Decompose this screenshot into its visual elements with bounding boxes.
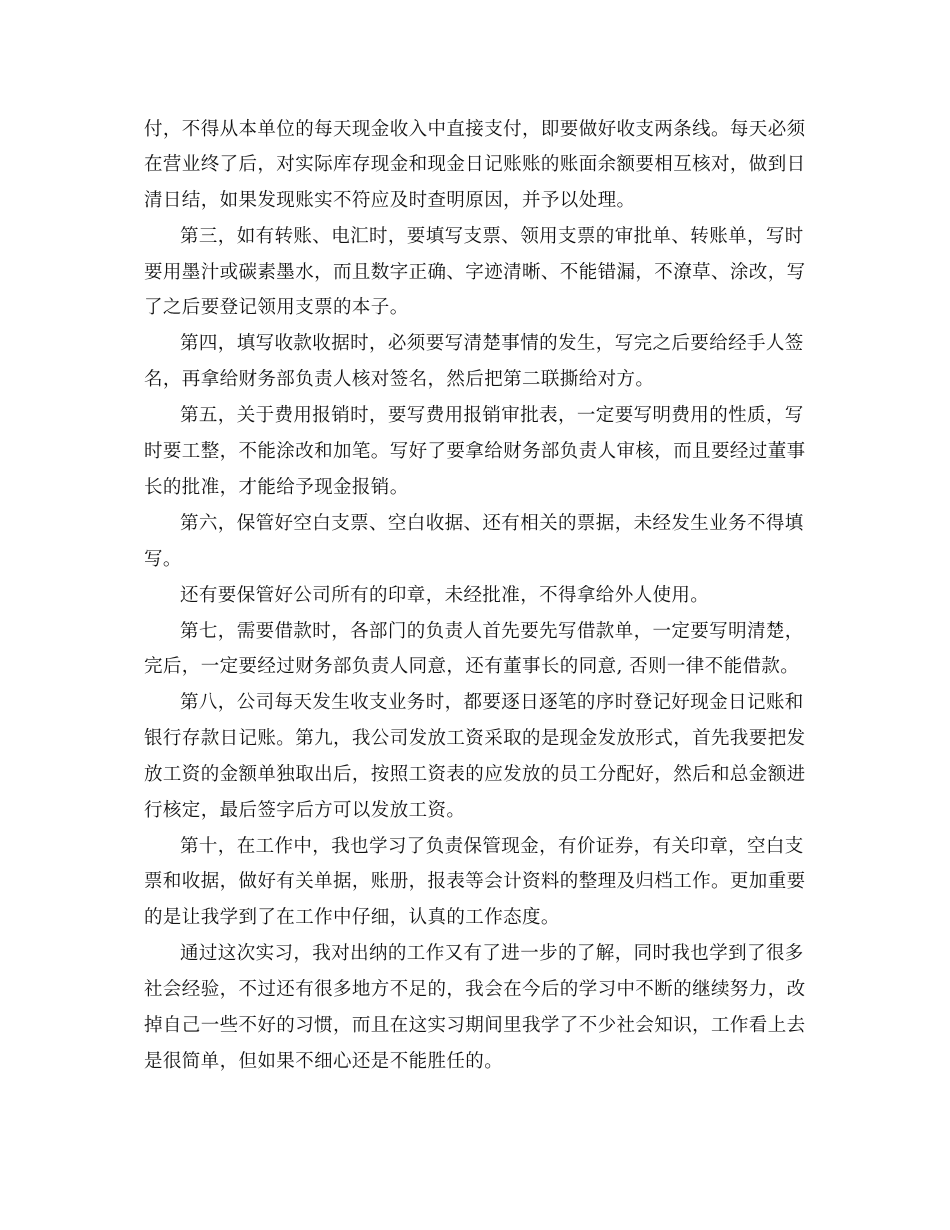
text-line: 写。 — [144, 549, 182, 570]
text-line: 完后，一定要经过财务部负责人同意，还有董事长的同意, 否则一律不能借款。 — [144, 656, 800, 677]
paragraph-start-line: 第八，公司每天发生收支业务时，都要逐日逐笔的序时登记好现金日记账和 — [180, 692, 804, 713]
text-line: 银行存款日记账。第九，我公司发放工资采取的是现金发放形式，首先我要把发 — [144, 728, 806, 749]
paragraph-start-line: 还有要保管好公司所有的印章，未经批准，不得拿给外人使用。 — [180, 585, 710, 606]
text-line: 的是让我学到了在工作中仔细，认真的工作态度。 — [144, 907, 560, 928]
text-line: 付，不得从本单位的每天现金收入中直接支付，即要做好收支两条线。每天必须 — [144, 119, 806, 140]
text-line: 在营业终了后，对实际库存现金和现金日记账账的账面余额要相互核对，做到日 — [144, 154, 806, 175]
text-line: 了之后要登记领用支票的本子。 — [144, 297, 409, 318]
paragraph-start-line: 通过这次实习，我对出纳的工作又有了进一步的了解，同时我也学到了很多 — [180, 943, 804, 964]
text-line: 清日结，如果发现账实不符应及时查明原因，并予以处理。 — [144, 190, 636, 211]
text-line: 掉自己一些不好的习惯，而且在这实习期间里我学了不少社会知识，工作看上去 — [144, 1015, 806, 1036]
text-line: 要用墨汁或碳素墨水，而且数字正确、字迹清晰、不能错漏，不潦草、涂改，写 — [144, 262, 806, 283]
paragraph-start-line: 第六，保管好空白支票、空白收据、还有相关的票据，未经发生业务不得填 — [180, 513, 804, 534]
paragraph-start-line: 第三，如有转账、电汇时，要填写支票、领用支票的审批单、转账单，写时 — [180, 226, 804, 247]
text-line: 放工资的金额单独取出后，按照工资表的应发放的员工分配好，然后和总金额进 — [144, 764, 806, 785]
paragraph-start-line: 第五，关于费用报销时，要写费用报销审批表，一定要写明费用的性质，写 — [180, 405, 804, 426]
text-line: 长的批准，才能给予现金报销。 — [144, 477, 409, 498]
text-line: 是很简单，但如果不细心还是不能胜任的。 — [144, 1051, 504, 1072]
paragraph-start-line: 第十，在工作中，我也学习了负责保管现金，有价证券，有关印章，空白支 — [180, 836, 804, 857]
text-line: 社会经验，不过还有很多地方不足的，我会在今后的学习中不断的继续努力，改 — [144, 979, 806, 1000]
text-line: 名，再拿给财务部负责人核对签名，然后把第二联撕给对方。 — [144, 369, 655, 390]
text-line: 时要工整，不能涂改和加笔。写好了要拿给财务部负责人审核，而且要经过董事 — [144, 441, 806, 462]
paragraph-start-line: 第七，需要借款时，各部门的负责人首先要先写借款单，一定要写明清楚， — [180, 621, 804, 642]
text-line: 票和收据，做好有关单据，账册，报表等会计资料的整理及归档工作。更加重要 — [144, 871, 806, 892]
paragraph-start-line: 第四，填写收款收据时，必须要写清楚事情的发生，写完之后要给经手人签 — [180, 333, 804, 354]
text-line: 行核定，最后签字后方可以发放工资。 — [144, 800, 466, 821]
